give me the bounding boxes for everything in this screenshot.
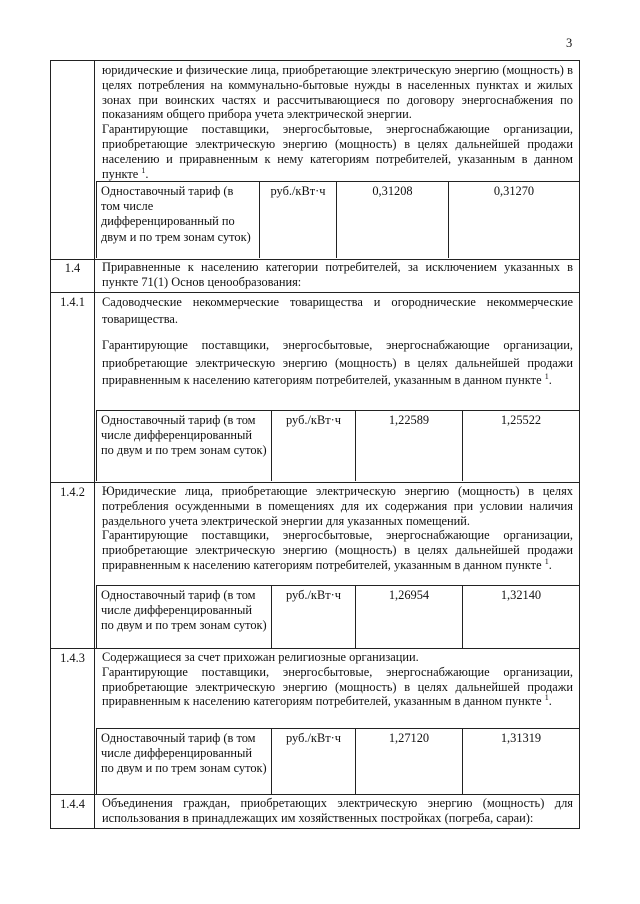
paragraph: Гарантирующие поставщики, энергосбытовые, энергоснабжающие организации, приобретающие электрическую энергию (мощность) в целях дальнейшей продажи населению и приравненным к нему категориям потребителей, указанным в данном пункте $^1$. [102, 122, 573, 181]
tariff-value-2: 1,32140 [500, 588, 542, 602]
row-description [102, 63, 573, 181]
table-row [50, 258, 580, 293]
row-description: Объединения граждан, приобретающих электрическую энергию (мощность) для использования в принадлежащих им хозяйственных постройках (погреба, сараи): [102, 796, 573, 825]
paragraph: юридические и физические лица, приобретающие электрическую энергию (мощность) в целях потребления на коммунально-бытовые нужды в населенных пунктах и жилых зонах при воинских частях и рассчитывающиеся по договору энергоснабжения по показаниям общего прибора учета электрической энергии. [102, 63, 573, 122]
tariff-subtable [96, 585, 579, 648]
paragraph: Гарантирующие поставщики, энергосбытовые, энергоснабжающие организации, приобретающие электрическую энергию (мощность) в целях дальнейшей продажи приравненным к населению категориям потребителей, указанным в данном пункте $^1$. [102, 528, 573, 572]
paragraph: Садоводческие некоммерческие товарищества и огороднические некоммерческие товарищества. [102, 295, 573, 326]
tariff-value-1: 0,31208 [337, 182, 449, 258]
row-description: Приравненные к населению категории потребителей, за исключением указанных в пункте 71(1) Основ ценообразования: [102, 260, 573, 289]
row-number: 1.4.4 [51, 794, 95, 828]
tariff-value-2: 1,31319 [500, 731, 542, 745]
tariff-value-1: 1,22589 [356, 411, 463, 481]
row-number-cell [51, 61, 95, 259]
tariff-subtable [96, 410, 579, 481]
tariff-unit: руб./кВт·ч [260, 182, 337, 258]
row-description [102, 294, 573, 390]
table-row [50, 292, 580, 483]
tariff-value-2: 0,31270 [493, 184, 535, 198]
row-number: 1.4.1 [51, 292, 95, 482]
row-number: 1.4.3 [51, 648, 95, 794]
footnote-mark: 1 [544, 371, 549, 381]
tariff-subtable [96, 181, 579, 258]
tariff-label: Одноставочный тариф (в том числе дифференцированный по двум и по трем зонам суток) [97, 182, 260, 258]
footnote-mark: 1 [544, 556, 549, 566]
paragraph: Юридические лица, приобретающие электрическую энергию (мощность) в целях потребления осужденными в помещениях для их содержания при условии наличия раздельного учета электрической энергии для указанных помещений. [102, 484, 573, 528]
table-row [50, 794, 580, 829]
row-number: 1.4 [51, 258, 95, 292]
row-number: 1.4.2 [51, 482, 95, 648]
paragraph: Содержащиеся за счет прихожан религиозные организации. [102, 650, 419, 664]
paragraph: Гарантирующие поставщики, энергосбытовые, энергоснабжающие организации, приобретающие электрическую энергию (мощность) в целях дальнейшей продажи приравненным к населению категориям потребителей, указанным в данном пункте $^1$. [102, 338, 573, 387]
tariff-unit: руб./кВт·ч [272, 729, 356, 794]
tariff-label: Одноставочный тариф (в том числе дифференцированный по двум и по трем зонам суток) [97, 729, 272, 794]
tariff-label: Одноставочный тариф (в том числе дифференцированный по двум и по трем зонам суток) [97, 586, 272, 648]
tariff-label: Одноставочный тариф (в том числе дифференцированный по двум и по трем зонам суток) [97, 411, 272, 481]
row-description [102, 650, 573, 709]
row-description [102, 484, 573, 573]
tariff-value-1: 1,26954 [356, 586, 463, 648]
table-row [50, 60, 580, 260]
table-row [50, 482, 580, 649]
tariff-value-1: 1,27120 [356, 729, 463, 794]
tariff-unit: руб./кВт·ч [272, 411, 356, 481]
tariff-value-2: 1,25522 [500, 413, 542, 427]
tariff-unit: руб./кВт·ч [272, 586, 356, 648]
footnote-mark: 1 [544, 693, 549, 703]
page-number: 3 [566, 36, 573, 50]
footnote-mark: 1 [141, 165, 146, 175]
table-row [50, 648, 580, 795]
tariff-subtable [96, 728, 579, 794]
paragraph: Гарантирующие поставщики, энергосбытовые, энергоснабжающие организации, приобретающие электрическую энергию (мощность) в целях дальнейшей продажи приравненным к населению категориям потребителей, указанным в данном пункте $^1$. [102, 664, 573, 709]
